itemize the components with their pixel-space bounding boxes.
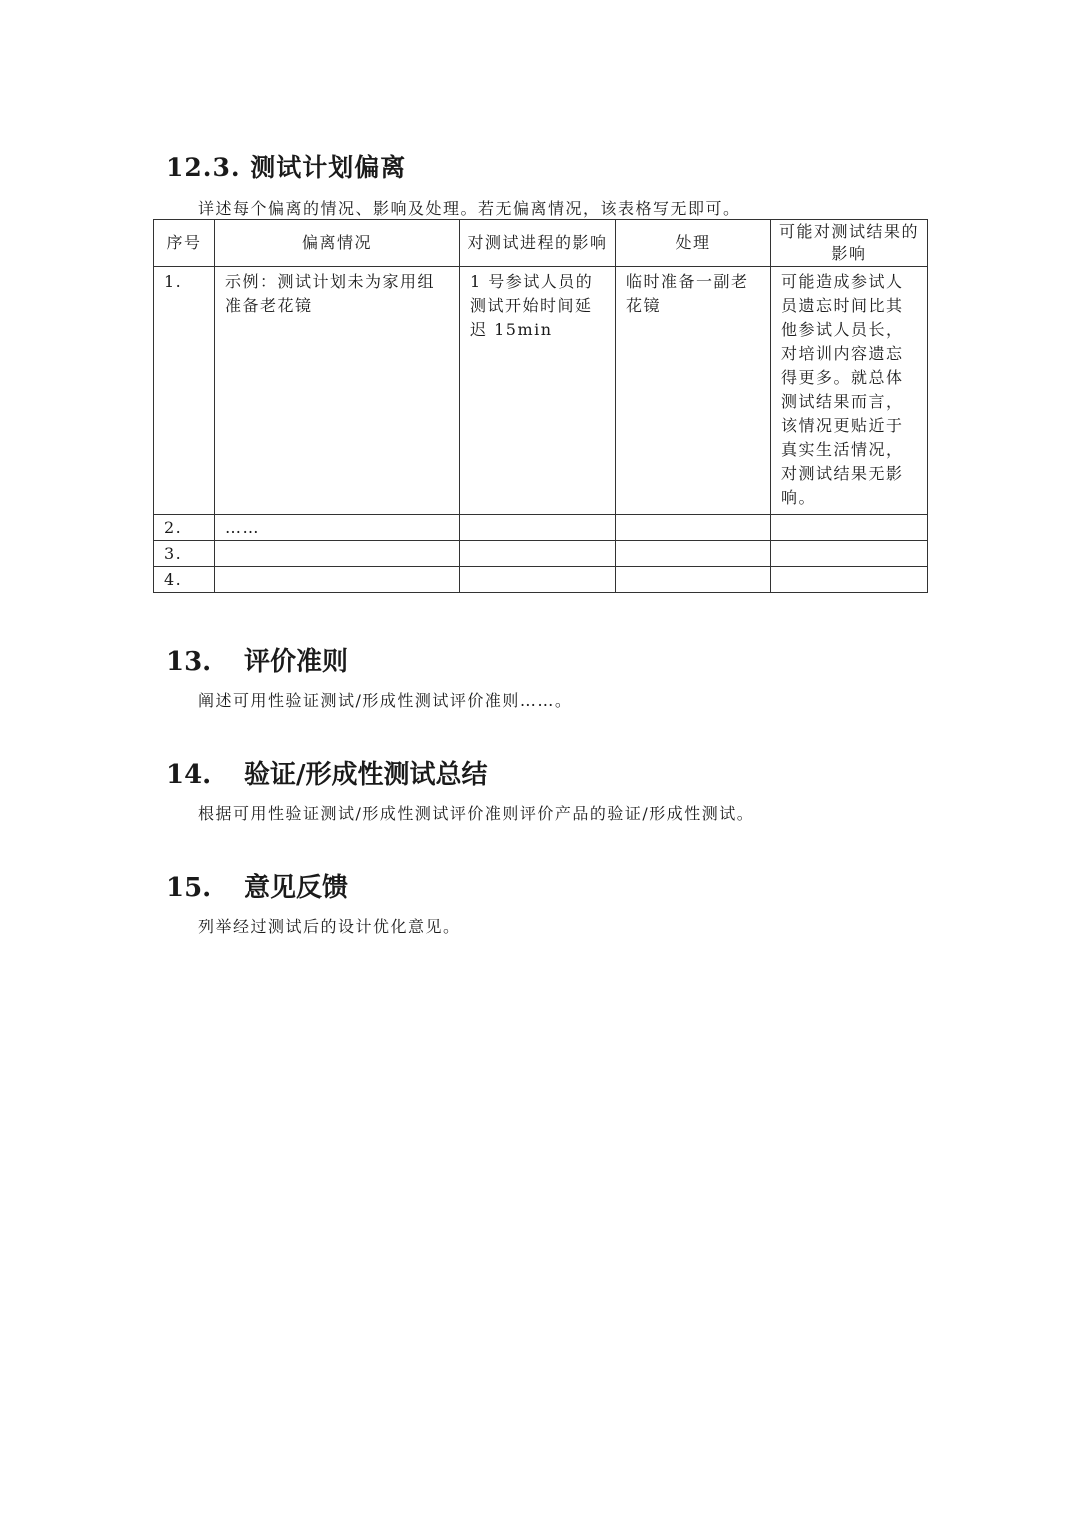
table-header-row [154, 220, 928, 267]
table-row [154, 515, 928, 541]
table-row [154, 541, 928, 567]
table-cell: 3. [154, 541, 215, 567]
table-row [154, 267, 928, 515]
table-cell [215, 541, 460, 567]
section-13-text: 阐述可用性验证测试/形成性测试评价准则……。 [198, 691, 573, 710]
section-13-title: 评价准则 [244, 647, 349, 677]
section-15-text: 列举经过测试后的设计优化意见。 [198, 917, 461, 936]
table-cell [616, 567, 771, 593]
section-14-number: 14. [166, 760, 212, 790]
table-cell [616, 541, 771, 567]
table-row [154, 567, 928, 593]
section-13-number: 13. [166, 647, 212, 677]
section-14-title: 验证/形成性测试总结 [244, 760, 488, 790]
table-cell: 可能造成参试人员遗忘时间比其他参试人员长，对培训内容遗忘得更多。就总体测试结果而言，该情况更贴近于真实生活情况，对测试结果无影响。 [771, 267, 928, 515]
section-12-3-intro: 详述每个偏离的情况、影响及处理。若无偏离情况，该表格写无即可。 [198, 199, 741, 218]
table-cell [771, 567, 928, 593]
section-13-heading [166, 641, 348, 678]
col-header-deviation: 偏离情况 [215, 220, 460, 267]
table-cell: 2. [154, 515, 215, 541]
table-cell: …… [215, 515, 460, 541]
table-cell [616, 515, 771, 541]
table-cell [460, 515, 616, 541]
table-cell: 1 号参试人员的测试开始时间延迟 15min [460, 267, 616, 515]
table-cell [215, 567, 460, 593]
col-header-progress-impact: 对测试进程的影响 [460, 220, 616, 267]
table-cell: 1. [154, 267, 215, 515]
table-cell: 临时准备一副老花镜 [616, 267, 771, 515]
deviation-table [153, 219, 928, 593]
section-12-3-heading: 12.3. 测试计划偏离 [166, 153, 407, 182]
section-14-text: 根据可用性验证测试/形成性测试评价准则评价产品的验证/形成性测试。 [198, 804, 755, 823]
table-cell [460, 567, 616, 593]
table-cell [771, 515, 928, 541]
col-header-index: 序号 [154, 220, 215, 267]
col-header-handling: 处理 [616, 220, 771, 267]
table-cell [771, 541, 928, 567]
section-15-heading [166, 867, 348, 904]
col-header-result-impact: 可能对测试结果的影响 [771, 220, 928, 267]
section-15-title: 意见反馈 [244, 873, 349, 903]
table-cell: 4. [154, 567, 215, 593]
table-cell: 示例：测试计划未为家用组准备老花镜 [215, 267, 460, 515]
table-cell [460, 541, 616, 567]
section-14-heading [166, 754, 488, 791]
section-15-number: 15. [166, 873, 212, 903]
